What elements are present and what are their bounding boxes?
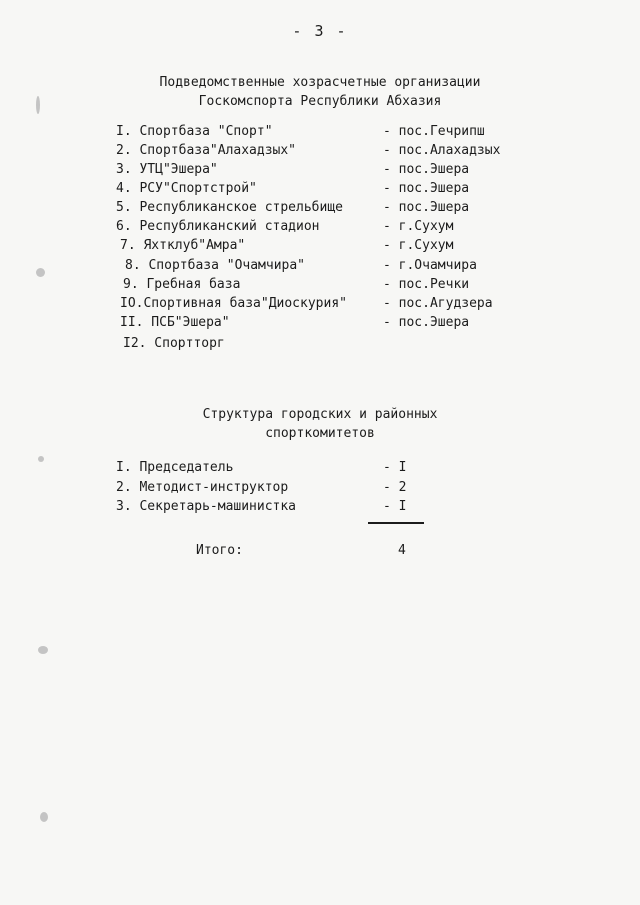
section1-heading bbox=[0, 73, 640, 111]
org-name: 7. Яхтклуб"Амра" bbox=[120, 238, 246, 253]
staff-count: - 2 bbox=[383, 480, 407, 495]
org-name: 3. УТЦ"Эшера" bbox=[116, 162, 218, 177]
total-label: Итого: bbox=[196, 543, 243, 558]
org-name: 4. РСУ"Спортстрой" bbox=[116, 181, 257, 196]
org-place: - г.Сухум bbox=[383, 238, 454, 253]
org-place: - пос.Гечрипш bbox=[383, 124, 485, 139]
section1-heading-line: Подведомственные хозрасчетные организации bbox=[159, 75, 481, 90]
staff-role: 2. Методист-инструктор bbox=[116, 480, 289, 495]
org-name: 5. Республиканское стрельбище bbox=[116, 200, 343, 215]
staff-count: - I bbox=[383, 499, 407, 514]
scan-speck bbox=[36, 96, 40, 114]
org-place: - пос.Эшера bbox=[383, 181, 470, 196]
staff-count: - I bbox=[383, 460, 407, 475]
section1-heading-line: Госкомспорта Республики Абхазия bbox=[198, 94, 442, 109]
org-name: 9. Гребная база bbox=[123, 277, 241, 292]
org-place: - пос.Алахадзых bbox=[383, 143, 501, 158]
org-place: - пос.Речки bbox=[383, 277, 470, 292]
org-name: 6. Республиканский стадион bbox=[116, 219, 320, 234]
org-place: - пос.Эшера bbox=[383, 162, 470, 177]
page-number: - 3 - bbox=[292, 22, 348, 40]
org-place: - пос.Агудзера bbox=[383, 296, 493, 311]
org-place: - г.Очамчира bbox=[383, 258, 477, 273]
scan-speck bbox=[40, 812, 48, 822]
scan-speck bbox=[38, 456, 44, 462]
org-name: II. ПСБ"Эшера" bbox=[120, 315, 230, 330]
org-name: 2. Спортбаза"Алахадзых" bbox=[116, 143, 297, 158]
staff-role: 3. Секретарь-машинистка bbox=[116, 499, 297, 514]
section2-heading bbox=[0, 405, 640, 443]
scan-speck bbox=[38, 646, 48, 654]
org-place: - г.Сухум bbox=[383, 219, 454, 234]
sum-underline bbox=[368, 522, 424, 524]
org-name: I2. Спортторг bbox=[123, 336, 225, 351]
org-place: - пос.Эшера bbox=[383, 200, 470, 215]
org-name: 8. Спортбаза "Очамчира" bbox=[125, 258, 306, 273]
org-name: IO.Спортивная база"Диоскурия" bbox=[120, 296, 347, 311]
section2-heading-line: Структура городских и районных bbox=[202, 407, 438, 422]
org-name: I. Спортбаза "Спорт" bbox=[116, 124, 273, 139]
section2-heading-line: спорткомитетов bbox=[265, 426, 375, 441]
scan-speck bbox=[36, 268, 45, 277]
org-place: - пос.Эшера bbox=[383, 315, 470, 330]
staff-role: I. Председатель bbox=[116, 460, 234, 475]
total-value: 4 bbox=[398, 543, 406, 558]
